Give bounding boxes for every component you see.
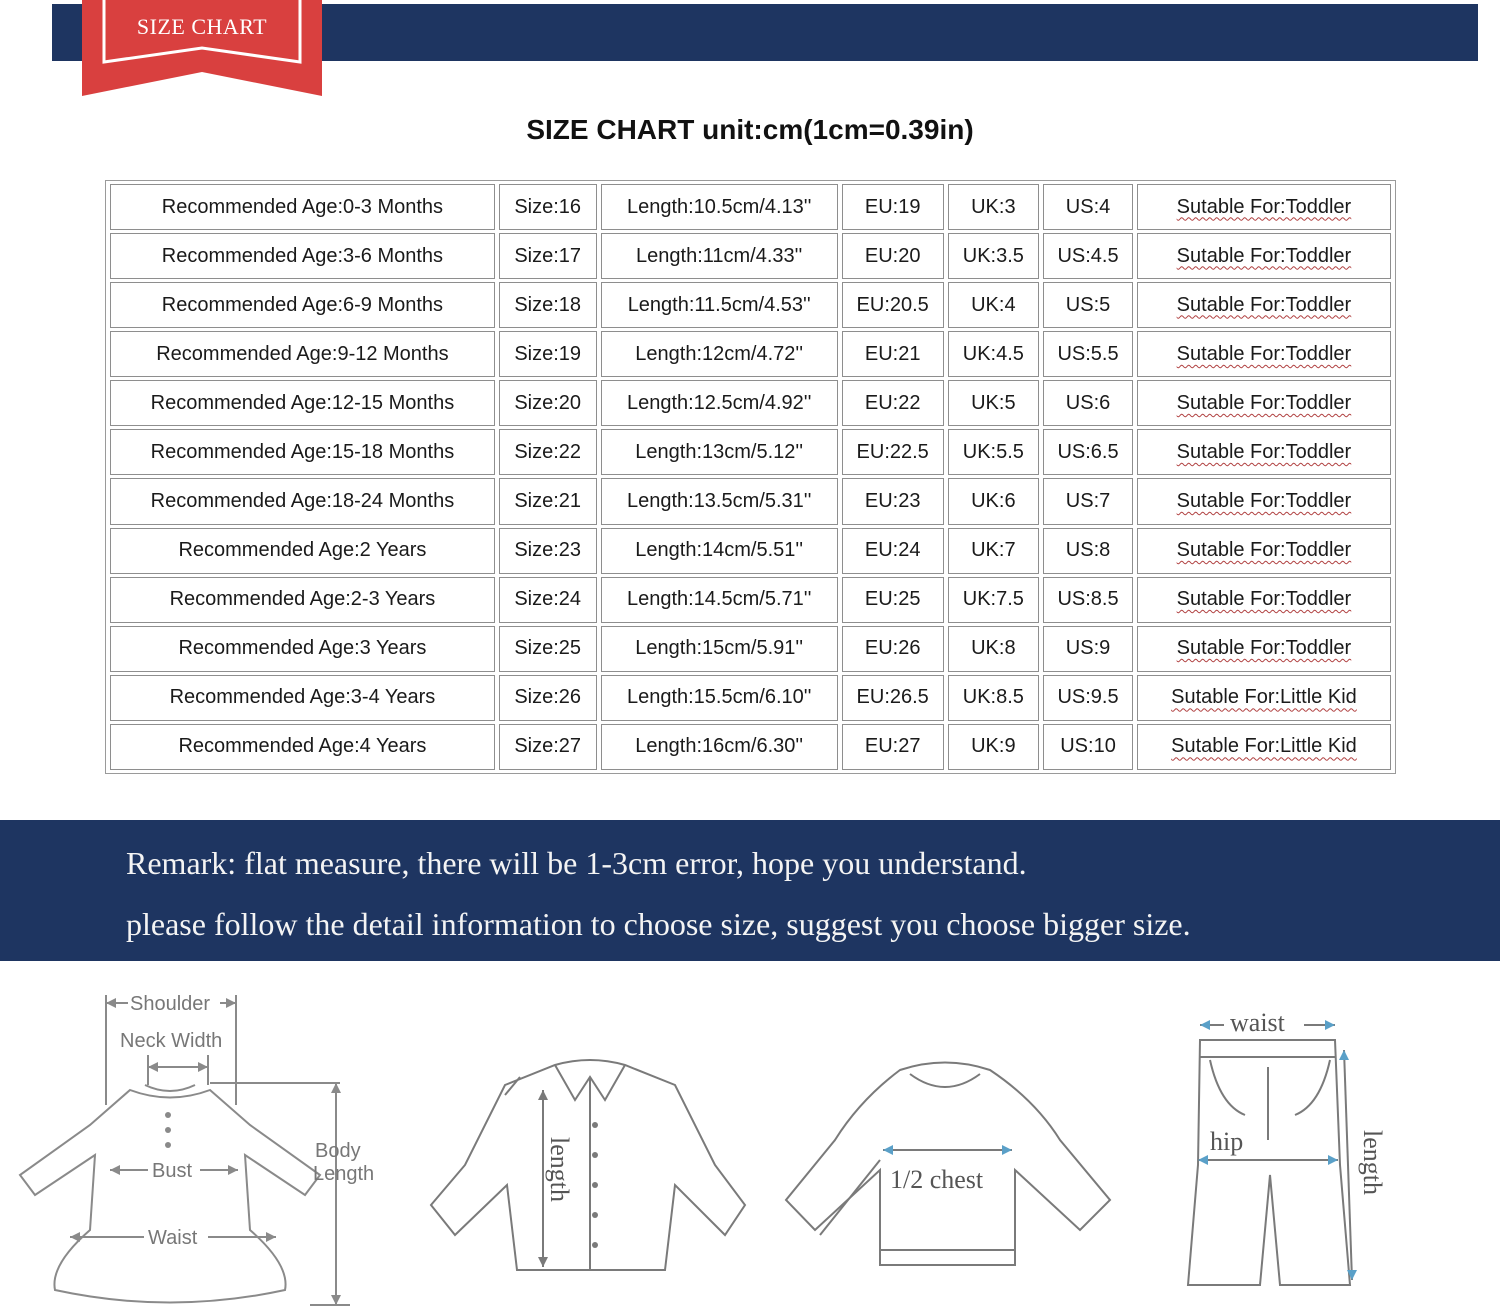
dress-bust-label: Bust	[152, 1160, 193, 1182]
size-cell: Size:17	[499, 233, 597, 279]
table-row	[110, 675, 1391, 721]
age-cell: Recommended Age:6-9 Months	[110, 282, 495, 328]
table-row	[110, 429, 1391, 475]
suitable-for-cell: Sutable For:Toddler	[1137, 380, 1391, 426]
eu-size-cell: EU:22	[842, 380, 944, 426]
eu-size-cell: EU:23	[842, 478, 944, 524]
uk-size-cell: UK:5	[948, 380, 1040, 426]
table-row	[110, 331, 1391, 377]
us-size-cell: US:6	[1043, 380, 1133, 426]
table-row	[110, 282, 1391, 328]
us-size-cell: US:10	[1043, 724, 1133, 770]
uk-size-cell: UK:8.5	[948, 675, 1040, 721]
dress-length-label: Length	[313, 1163, 375, 1185]
length-cell: Length:15.5cm/6.10''	[601, 675, 838, 721]
table-row	[110, 528, 1391, 574]
suitable-for-cell: Sutable For:Toddler	[1137, 478, 1391, 524]
shirt-measurement-diagram	[425, 1055, 755, 1280]
length-cell: Length:16cm/6.30''	[601, 724, 838, 770]
table-row	[110, 380, 1391, 426]
age-cell: Recommended Age:3-4 Years	[110, 675, 495, 721]
dress-body-label: Body	[315, 1140, 361, 1162]
eu-size-cell: EU:20	[842, 233, 944, 279]
size-cell: Size:20	[499, 380, 597, 426]
size-chart-badge: SIZE CHART	[136, 14, 268, 39]
size-cell: Size:18	[499, 282, 597, 328]
length-cell: Length:10.5cm/4.13''	[601, 184, 838, 230]
size-cell: Size:21	[499, 478, 597, 524]
age-cell: Recommended Age:0-3 Months	[110, 184, 495, 230]
size-cell: Size:25	[499, 626, 597, 672]
age-cell: Recommended Age:3 Years	[110, 626, 495, 672]
eu-size-cell: EU:26	[842, 626, 944, 672]
dress-neck-width-label: Neck Width	[120, 1030, 223, 1052]
suitable-for-cell: Sutable For:Toddler	[1137, 282, 1391, 328]
length-cell: Length:12.5cm/4.92''	[601, 380, 838, 426]
suitable-for-cell: Sutable For:Toddler	[1137, 528, 1391, 574]
eu-size-cell: EU:20.5	[842, 282, 944, 328]
length-cell: Length:12cm/4.72''	[601, 331, 838, 377]
remark-line-1: Remark: flat measure, there will be 1-3cm error, hope you understand.	[126, 845, 1027, 881]
age-cell: Recommended Age:18-24 Months	[110, 478, 495, 524]
length-cell: Length:11cm/4.33''	[601, 233, 838, 279]
size-table-body	[110, 184, 1391, 770]
age-cell: Recommended Age:15-18 Months	[110, 429, 495, 475]
eu-size-cell: EU:25	[842, 577, 944, 623]
us-size-cell: US:9	[1043, 626, 1133, 672]
size-cell: Size:23	[499, 528, 597, 574]
uk-size-cell: UK:4.5	[948, 331, 1040, 377]
uk-size-cell: UK:5.5	[948, 429, 1040, 475]
suitable-for-cell: Sutable For:Little Kid	[1137, 724, 1391, 770]
age-cell: Recommended Age:9-12 Months	[110, 331, 495, 377]
uk-size-cell: UK:4	[948, 282, 1040, 328]
us-size-cell: US:4	[1043, 184, 1133, 230]
pants-waist-label: waist	[1230, 1008, 1285, 1037]
table-row	[110, 577, 1391, 623]
uk-size-cell: UK:7	[948, 528, 1040, 574]
size-cell: Size:22	[499, 429, 597, 475]
sweater-measurement-diagram	[780, 1060, 1120, 1275]
size-cell: Size:16	[499, 184, 597, 230]
suitable-for-cell: Sutable For:Toddler	[1137, 577, 1391, 623]
pants-measurement-diagram	[1180, 1005, 1400, 1295]
us-size-cell: US:9.5	[1043, 675, 1133, 721]
us-size-cell: US:5	[1043, 282, 1133, 328]
dress-waist-label: Waist	[148, 1227, 198, 1249]
suitable-for-cell: Sutable For:Toddler	[1137, 233, 1391, 279]
us-size-cell: US:8	[1043, 528, 1133, 574]
eu-size-cell: EU:21	[842, 331, 944, 377]
shirt-length-label: length	[545, 1137, 574, 1202]
sweater-chest-label: 1/2 chest	[890, 1165, 984, 1194]
length-cell: Length:13.5cm/5.31''	[601, 478, 838, 524]
uk-size-cell: UK:9	[948, 724, 1040, 770]
uk-size-cell: UK:3.5	[948, 233, 1040, 279]
remark-line-2: please follow the detail information to choose size, suggest you choose bigger size.	[126, 906, 1191, 942]
size-cell: Size:26	[499, 675, 597, 721]
uk-size-cell: UK:3	[948, 184, 1040, 230]
pants-hip-label: hip	[1210, 1127, 1244, 1156]
uk-size-cell: UK:6	[948, 478, 1040, 524]
dress-shoulder-label: Shoulder	[130, 993, 211, 1015]
table-row	[110, 233, 1391, 279]
uk-size-cell: UK:7.5	[948, 577, 1040, 623]
pants-length-label: length	[1358, 1130, 1387, 1195]
us-size-cell: US:6.5	[1043, 429, 1133, 475]
eu-size-cell: EU:22.5	[842, 429, 944, 475]
age-cell: Recommended Age:12-15 Months	[110, 380, 495, 426]
table-row	[110, 724, 1391, 770]
eu-size-cell: EU:19	[842, 184, 944, 230]
table-row	[110, 184, 1391, 230]
age-cell: Recommended Age:3-6 Months	[110, 233, 495, 279]
us-size-cell: US:7	[1043, 478, 1133, 524]
size-cell: Size:27	[499, 724, 597, 770]
length-cell: Length:13cm/5.12''	[601, 429, 838, 475]
suitable-for-cell: Sutable For:Toddler	[1137, 184, 1391, 230]
suitable-for-cell: Sutable For:Toddler	[1137, 331, 1391, 377]
size-cell: Size:24	[499, 577, 597, 623]
table-row	[110, 478, 1391, 524]
dress-measurement-diagram	[10, 985, 400, 1310]
length-cell: Length:14cm/5.51''	[601, 528, 838, 574]
age-cell: Recommended Age:4 Years	[110, 724, 495, 770]
page-title: SIZE CHART unit:cm(1cm=0.39in)	[526, 114, 974, 145]
age-cell: Recommended Age:2 Years	[110, 528, 495, 574]
eu-size-cell: EU:26.5	[842, 675, 944, 721]
eu-size-cell: EU:24	[842, 528, 944, 574]
us-size-cell: US:4.5	[1043, 233, 1133, 279]
us-size-cell: US:5.5	[1043, 331, 1133, 377]
uk-size-cell: UK:8	[948, 626, 1040, 672]
length-cell: Length:11.5cm/4.53''	[601, 282, 838, 328]
length-cell: Length:14.5cm/5.71''	[601, 577, 838, 623]
us-size-cell: US:8.5	[1043, 577, 1133, 623]
age-cell: Recommended Age:2-3 Years	[110, 577, 495, 623]
size-table	[105, 180, 1396, 774]
suitable-for-cell: Sutable For:Little Kid	[1137, 675, 1391, 721]
suitable-for-cell: Sutable For:Toddler	[1137, 626, 1391, 672]
table-row	[110, 626, 1391, 672]
size-cell: Size:19	[499, 331, 597, 377]
eu-size-cell: EU:27	[842, 724, 944, 770]
length-cell: Length:15cm/5.91''	[601, 626, 838, 672]
suitable-for-cell: Sutable For:Toddler	[1137, 429, 1391, 475]
